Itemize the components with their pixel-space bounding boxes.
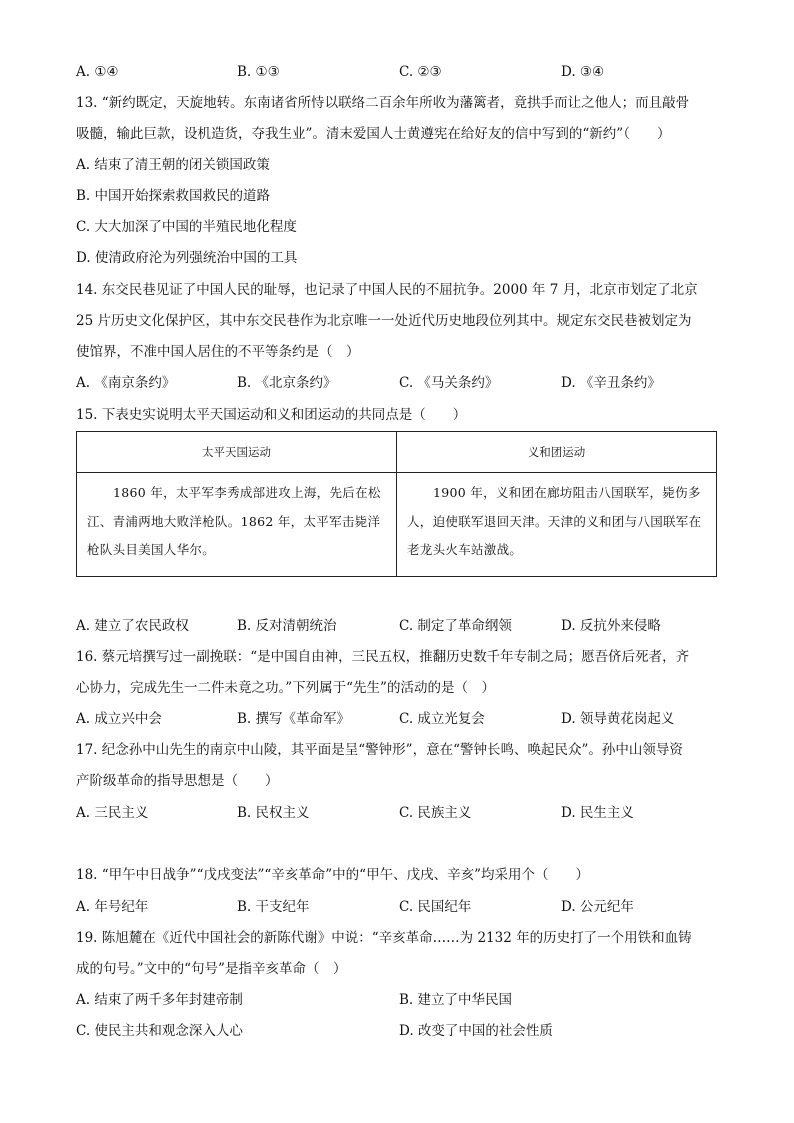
q14-option-c: C. 《马关条约》 (399, 375, 499, 391)
q16-option-b: B. 撰写《革命军》 (237, 711, 351, 727)
q14-stem-line-2: 25 片历史文化保护区，其中东交民巷作为北京唯一一处近代历史地段位列其中。规定东交民巷被划定为 (76, 313, 692, 329)
q14-stem-line-1: 14. 东交民巷见证了中国人民的耻辱，也记录了中国人民的不屈抗争。2000 年 7 月，北京市划定了北京 (76, 282, 698, 298)
q16-stem-line-2: 心协力，完成先生一二件未竟之功。”下列属于“先生”的活动的是（ ） (76, 680, 495, 696)
q19-option-b: B. 建立了中华民国 (399, 992, 513, 1008)
q14-option-d: D. 《辛丑条约》 (561, 375, 661, 391)
q17-stem-line-2: 产阶级革命的指导思想是（ ） (76, 773, 279, 789)
q16-option-d: D. 领导黄花岗起义 (561, 711, 675, 727)
q18-option-b: B. 干支纪年 (237, 899, 310, 915)
q15-option-b: B. 反对清朝统治 (237, 618, 337, 634)
prev-option-d: D. ③④ (561, 64, 605, 80)
q13-stem-line-1: 13. “新约既定，天旋地转。东南诸省所恃以联络二百余年所收为藩篱者，竟拱手而让之他人；而且敲骨 (76, 95, 690, 111)
prev-option-b: B. ①③ (237, 64, 280, 80)
q13-option-c: C. 大大加深了中国的半殖民地化程度 (76, 219, 297, 235)
q15-option-c: C. 制定了革命纲领 (399, 618, 512, 634)
q14-option-a: A. 《南京条约》 (76, 375, 176, 391)
q19-option-c: C. 使民主共和观念深入人心 (76, 1023, 243, 1039)
table-cell-boxer (397, 473, 717, 577)
q18-option-d: D. 公元纪年 (561, 899, 634, 915)
table-cell-boxer-text: 1900 年，义和团在廊坊阻击八国联军，毙伤多人，迫使联军退回天津。天津的义和团与八国联军在老龙头火车站激战。 (407, 485, 702, 557)
q17-option-c: C. 民族主义 (399, 805, 472, 821)
q19-stem-line-1: 19. 陈旭麓在《近代中国社会的新陈代谢》中说：“辛亥革命……为 2132 年的历史打了一个用铁和血铸 (76, 930, 692, 946)
prev-option-a: A. ①④ (76, 64, 119, 80)
q16-option-c: C. 成立光复会 (399, 711, 485, 727)
q18-option-a: A. 年号纪年 (76, 899, 149, 915)
q19-option-a: A. 结束了两千多年封建帝制 (76, 992, 243, 1008)
q15-table (76, 431, 717, 577)
q15-stem: 15. 下表史实说明太平天国运动和义和团运动的共同点是（ ） (76, 407, 467, 423)
q18-option-c: C. 民国纪年 (399, 899, 472, 915)
table-header-boxer: 义和团运动 (397, 432, 717, 473)
prev-option-c: C. ②③ (399, 64, 442, 80)
q13-stem-line-2: 吸髓，输此巨款，设机造货，夺我生业”。清末爱国人士黄遵宪在给好友的信中写到的“新约”（ ） (76, 126, 671, 142)
q13-option-d: D. 使清政府沦为列强统治中国的工具 (76, 250, 298, 266)
q15-option-a: A. 建立了农民政权 (76, 618, 189, 634)
q17-option-a: A. 三民主义 (76, 805, 149, 821)
q16-stem-line-1: 16. 蔡元培撰写过一副挽联：“是中国自由神，三民五权，推翻历史数千年专制之局；愿吾侪后死者，齐 (76, 649, 690, 665)
q17-stem-line-1: 17. 纪念孙中山先生的南京中山陵，其平面是呈“警钟形”，意在“警钟长鸣、唤起民众”。孙中山领导资 (76, 742, 683, 758)
q19-option-d: D. 改变了中国的社会性质 (399, 1023, 553, 1039)
q17-option-b: B. 民权主义 (237, 805, 310, 821)
q18-stem: 18. “甲午中日战争”“戊戌变法”“辛亥革命”中的“甲午、戊戌、辛亥”均采用个（ ） (76, 867, 589, 883)
q19-stem-line-2: 成的句号。”文中的“句号”是指辛亥革命（ ） (76, 961, 347, 977)
q16-option-a: A. 成立兴中会 (76, 711, 162, 727)
table-cell-taiping (77, 473, 397, 577)
q14-option-b: B. 《北京条约》 (237, 375, 337, 391)
q13-option-a: A. 结束了清王朝的闭关锁国政策 (76, 157, 270, 173)
q13-option-b: B. 中国开始探索救国救民的道路 (76, 188, 271, 204)
q14-stem-line-3: 使馆界，不准中国人居住的不平等条约是（ ） (76, 344, 360, 360)
q15-option-d: D. 反抗外来侵略 (561, 618, 661, 634)
table-header-taiping: 太平天国运动 (77, 432, 397, 473)
q17-option-d: D. 民生主义 (561, 805, 634, 821)
table-cell-taiping-text: 1860 年，太平军李秀成部进攻上海，先后在松江、青浦两地大败洋枪队。1862 年，太平军击毙洋枪队头目美国人华尔。 (87, 485, 381, 557)
